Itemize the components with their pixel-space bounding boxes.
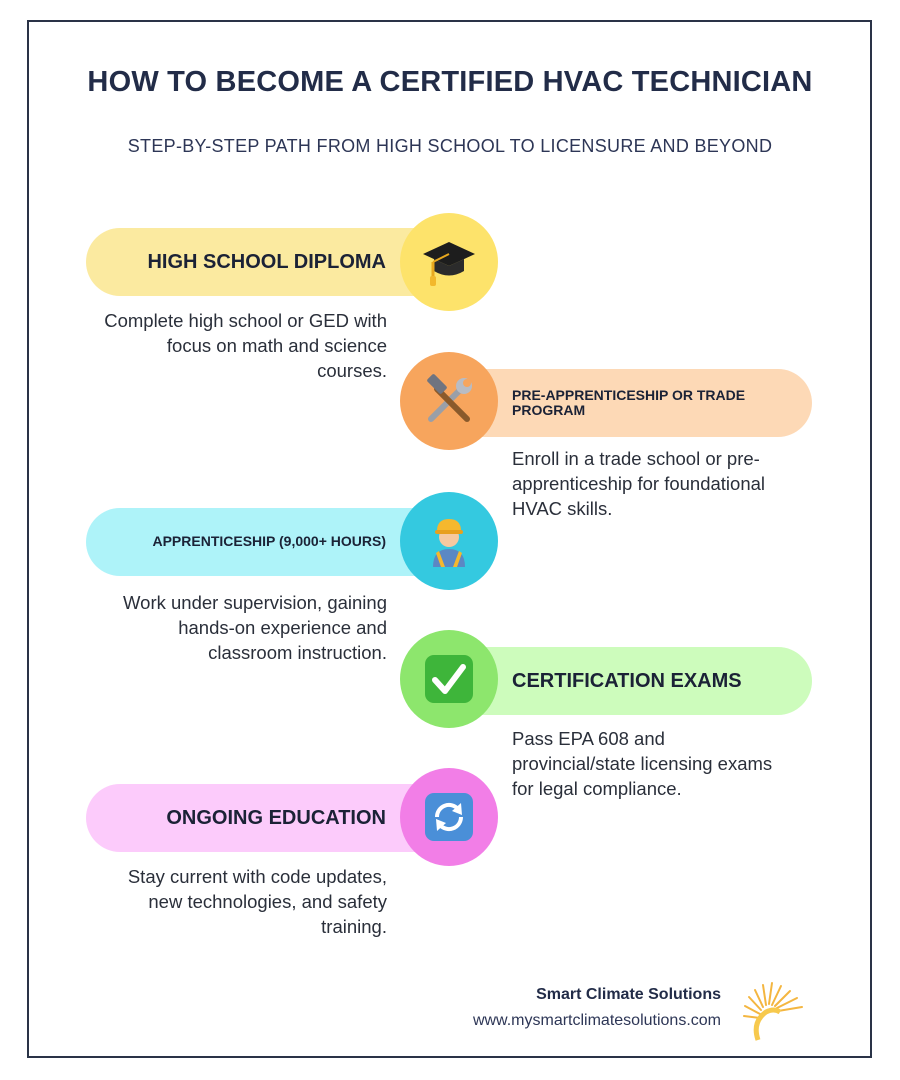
step-3-description: Work under supervision, gaining hands-on experience and classroom instruction.	[123, 592, 387, 663]
step-3-label: APPRENTICESHIP (9,000+ HOURS)	[152, 533, 386, 550]
step-1-description: Complete high school or GED with focus on math and science courses.	[104, 310, 387, 381]
page-title: HOW TO BECOME A CERTIFIED HVAC TECHNICIAN	[87, 66, 813, 98]
sun-logo-icon	[738, 978, 808, 1042]
page-subtitle: STEP-BY-STEP PATH FROM HIGH SCHOOL TO LICENSURE AND BEYOND	[127, 136, 773, 156]
check-mark-icon	[421, 651, 477, 707]
step-2-description: Enroll in a trade school or pre-apprenticeship for foundational HVAC skills.	[512, 448, 766, 519]
step-2-circle	[400, 352, 498, 450]
step-4-label: CERTIFICATION EXAMS	[512, 670, 742, 692]
footer-brand	[473, 986, 721, 1030]
step-5-description: Stay current with code updates, new technologies, and safety training.	[127, 866, 387, 937]
refresh-arrows-icon	[421, 789, 477, 845]
step-3-circle	[400, 492, 498, 590]
step-1-label: HIGH SCHOOL DIPLOMA	[147, 251, 386, 273]
graduation-cap-icon	[421, 234, 477, 290]
step-5-circle	[400, 768, 498, 866]
step-4-circle	[400, 630, 498, 728]
step-5-label: ONGOING EDUCATION	[166, 807, 386, 829]
brand-name: Smart Climate Solutions	[536, 986, 721, 1003]
step-4-description: Pass EPA 608 and provincial/state licensing exams for legal compliance.	[512, 728, 773, 799]
hammer-and-wrench-icon	[421, 373, 477, 429]
step-1-circle	[400, 213, 498, 311]
step-2-label: PRE-APPRENTICESHIP OR TRADE PROGRAM	[512, 386, 746, 418]
construction-worker-icon	[421, 513, 477, 569]
brand-url[interactable]: www.mysmartclimatesolutions.com	[472, 1012, 721, 1029]
